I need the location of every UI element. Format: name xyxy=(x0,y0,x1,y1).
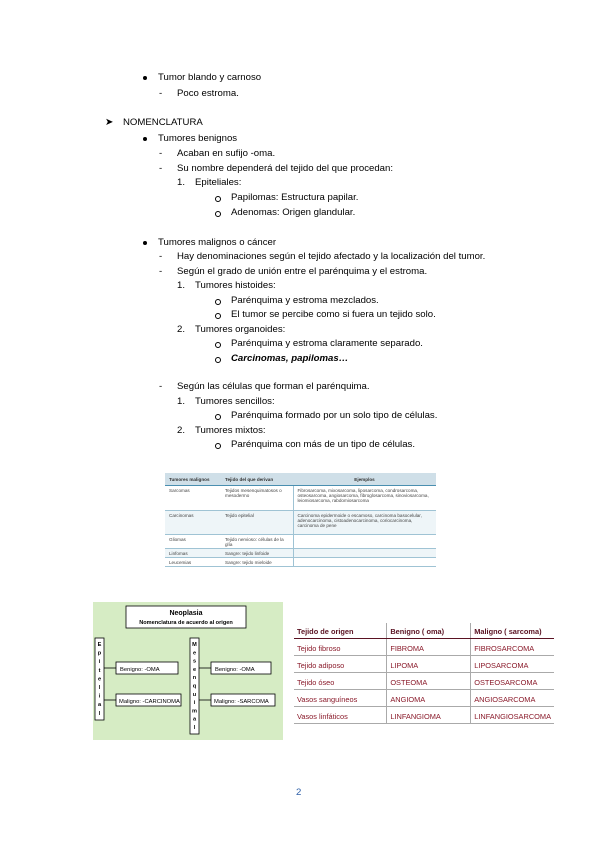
mesenquimal-letter: e xyxy=(192,650,197,657)
dash: - xyxy=(159,251,163,262)
table-row xyxy=(294,673,554,690)
table-row xyxy=(165,535,436,549)
table-cell: LINFANGIOSARCOMA xyxy=(471,707,554,724)
dash: - xyxy=(159,266,163,277)
epitelial-letter: l xyxy=(98,685,101,691)
epitelial-letter: E xyxy=(97,642,102,648)
table-cell: Fibrosarcoma, mixosarcoma, liposarcoma, condrosarcoma, osteosarcoma, angiosarcoma, fibroglosarcoma, sinoviosarcoma, leiomiosarcoma, rabdomiosarcoma xyxy=(293,486,436,511)
circle-bullet-icon xyxy=(215,196,221,202)
neoplasia-diagram xyxy=(93,602,283,740)
epitelial-letter: i xyxy=(98,659,101,666)
table-cell: Sarcomas xyxy=(165,486,221,511)
mesenquimal-letter: n xyxy=(192,675,197,682)
outline-line: Tumor blando y carnoso xyxy=(158,72,262,83)
outline-line: Carcinomas, papilomas… xyxy=(231,353,349,364)
table-cell: Carcinomas xyxy=(165,511,221,535)
mesenquimal-letter: i xyxy=(193,700,196,707)
table-header: Maligno ( sarcoma) xyxy=(471,623,554,639)
table-header: Tejido del que derivan xyxy=(221,473,293,486)
table-cell: OSTEOSARCOMA xyxy=(471,673,554,690)
list-number: 1. xyxy=(177,177,186,188)
tissue-origin-table xyxy=(294,623,554,724)
table-row xyxy=(165,549,436,558)
list-number: 1. xyxy=(177,396,186,407)
table-cell: Tejidos mesenquimatosos o mesodermo xyxy=(221,486,293,511)
epitelial-letter: p xyxy=(97,650,102,657)
table-header: Tumores malignos xyxy=(165,473,221,486)
bullet-dot xyxy=(143,76,147,80)
dash: - xyxy=(159,381,163,392)
circle-bullet-icon xyxy=(215,414,221,420)
epitelial-letter: e xyxy=(97,676,102,683)
mesenquimal-letter: l xyxy=(193,725,196,731)
outline-line: Tumores mixtos: xyxy=(195,425,266,436)
table-cell: Carcinoma epidermoide o escamoso, carcinoma basocelular, adenocarcinoma, cistoadenocarcinoma, coriocarcinoma, carcinoma de pene xyxy=(293,511,436,535)
list-number: 1. xyxy=(177,280,186,291)
outline-line: Tumores sencillos: xyxy=(195,396,275,407)
epitelial-letter: i xyxy=(98,693,101,700)
benign-label: Benigno: -OMA xyxy=(120,667,160,673)
table-header: Ejemplos xyxy=(293,473,436,486)
circle-bullet-icon xyxy=(215,342,221,348)
table-cell: LIPOSARCOMA xyxy=(471,656,554,673)
bullet-dot xyxy=(143,137,147,141)
diagram-subtitle: Nomenclatura de acuerdo al origen xyxy=(139,620,233,626)
table-cell: Leucemias xyxy=(165,558,221,567)
circle-bullet-icon xyxy=(215,211,221,217)
table-cell: Linfomas xyxy=(165,549,221,558)
table-cell xyxy=(293,549,436,558)
table-cell: LINFANGIOMA xyxy=(387,707,471,724)
table-cell: Gliomas xyxy=(165,535,221,549)
table-cell: Vasos sanguíneos xyxy=(294,690,387,707)
benign-label: Benigno: -OMA xyxy=(215,667,255,673)
outline-line: Acaban en sufijo -oma. xyxy=(177,148,276,159)
table-cell: Tejido fibroso xyxy=(294,639,387,656)
outline-line: Parénquima formado por un solo tipo de células. xyxy=(231,410,438,421)
epitelial-letter: a xyxy=(97,702,102,709)
table-cell: Sangre: tejido linfoide xyxy=(221,549,293,558)
table-cell: Vasos linfáticos xyxy=(294,707,387,724)
circle-bullet-icon xyxy=(215,313,221,319)
table-row xyxy=(165,558,436,567)
table-header: Tejido de origen xyxy=(294,623,387,639)
circle-bullet-icon xyxy=(215,357,221,363)
circle-bullet-icon xyxy=(215,443,221,449)
dash: - xyxy=(159,148,163,159)
outline-line: Hay denominaciones según el tejido afectado y la localización del tumor. xyxy=(177,251,486,262)
list-number: 2. xyxy=(177,324,186,335)
table-cell: Sangre: tejido mieloide xyxy=(221,558,293,567)
mesenquimal-letter: u xyxy=(192,691,197,698)
outline-line: Epiteliales: xyxy=(195,177,242,188)
malignant-tumors-table xyxy=(165,473,436,567)
table-cell: Tejido nervioso: células de la glía xyxy=(221,535,293,549)
outline-line: Adenomas: Origen glandular. xyxy=(231,207,356,218)
table-cell: ANGIOMA xyxy=(387,690,471,707)
table-cell: OSTEOMA xyxy=(387,673,471,690)
malignant-label: Maligno: -CARCINOMA xyxy=(119,699,180,705)
mesenquimal-letter: m xyxy=(192,708,197,715)
table-cell xyxy=(293,535,436,549)
table-cell: FIBROSARCOMA xyxy=(471,639,554,656)
mesenquimal-letter: M xyxy=(192,642,197,648)
table-row xyxy=(294,639,554,656)
circle-bullet-icon xyxy=(215,299,221,305)
mesenquimal-letter: a xyxy=(192,716,197,723)
outline-line: Tumores histoides: xyxy=(195,280,276,291)
dash: - xyxy=(159,163,163,174)
diagram-title: Neoplasia xyxy=(169,610,203,617)
table-cell xyxy=(293,558,436,567)
outline-line: Tumores malignos o cáncer xyxy=(158,237,277,248)
outline-line: Tumores benignos xyxy=(158,133,238,144)
epitelial-letter: t xyxy=(98,667,101,674)
diagram-svg xyxy=(93,602,283,740)
outline-line: Poco estroma. xyxy=(177,88,239,99)
table-cell: Tejido adiposo xyxy=(294,656,387,673)
table-row xyxy=(165,486,436,511)
page-number: 2 xyxy=(296,787,302,798)
table-row xyxy=(294,690,554,707)
table-cell: Tejido óseo xyxy=(294,673,387,690)
outline-line: Tumores organoides: xyxy=(195,324,286,335)
malignant-label: Maligno: -SARCOMA xyxy=(214,699,269,705)
table-row xyxy=(294,707,554,724)
outline-line: Parénquima y estroma claramente separado. xyxy=(231,338,423,349)
section-heading: NOMENCLATURA xyxy=(123,117,203,128)
mesenquimal-letter: s xyxy=(192,658,197,665)
mesenquimal-letter: e xyxy=(192,666,197,673)
arrow-bullet-icon: ➤ xyxy=(105,117,114,128)
table-cell: ANGIOSARCOMA xyxy=(471,690,554,707)
table-header: Benigno ( oma) xyxy=(387,623,471,639)
table-cell: FIBROMA xyxy=(387,639,471,656)
outline-line: Su nombre dependerá del tejido del que procedan: xyxy=(177,163,394,174)
outline-line: Parénquima con más de un tipo de células. xyxy=(231,439,415,450)
bullet-dot xyxy=(143,241,147,245)
epitelial-letter: l xyxy=(98,710,101,717)
outline-line: Parénquima y estroma mezclados. xyxy=(231,295,379,306)
table-cell: Tejido epitelial xyxy=(221,511,293,535)
outline-line: Según las células que forman el parénquima. xyxy=(177,381,370,392)
outline-line: Según el grado de unión entre el parénquima y el estroma. xyxy=(177,266,428,277)
list-number: 2. xyxy=(177,425,186,436)
outline-line: El tumor se percibe como si fuera un tejido solo. xyxy=(231,309,436,320)
outline-line: Papilomas: Estructura papilar. xyxy=(231,192,359,203)
table-row xyxy=(294,656,554,673)
table-cell: LIPOMA xyxy=(387,656,471,673)
table-row xyxy=(165,511,436,535)
dash: - xyxy=(159,88,163,99)
mesenquimal-letter: q xyxy=(192,683,197,690)
